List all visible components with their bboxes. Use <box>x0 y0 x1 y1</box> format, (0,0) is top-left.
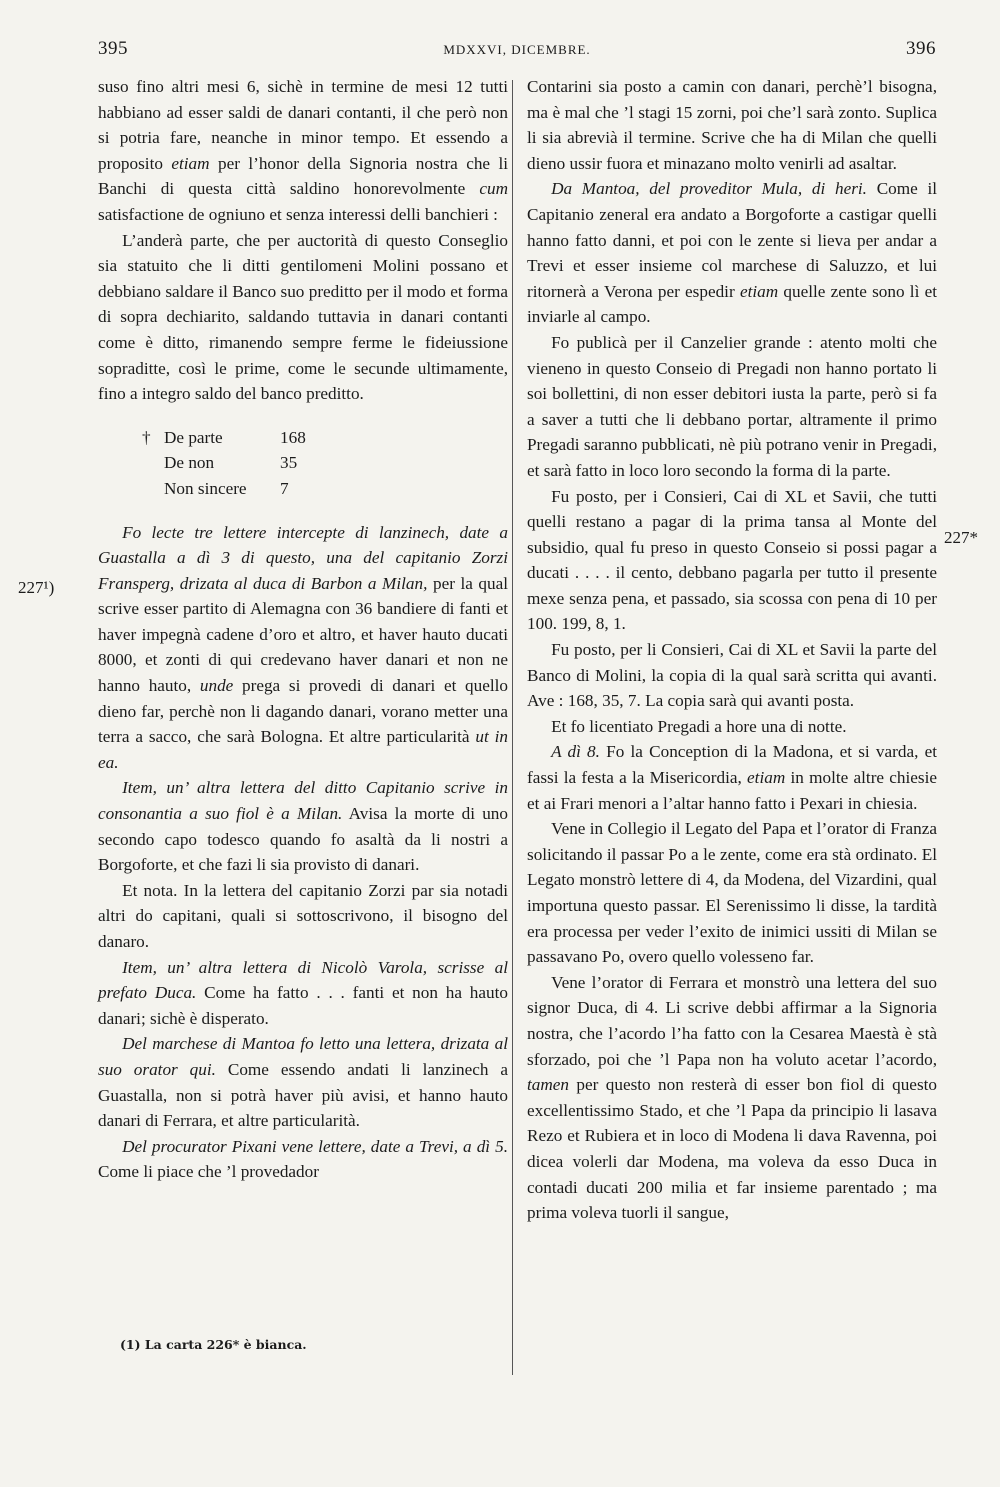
paragraph: Et nota. In la lettera del capitanio Zorzi par sia notadi altri do capitani, quali si sottoscrivono, il bisogno del danaro. <box>98 880 508 951</box>
paragraph: Fo publicà per il Canzelier grande : atento molti che vieneno in questo Conseio di Pregadi non hanno portato li soi bollettini, di non esser debitori iusta la parte, però si fa a saver a tutti che li debbano portar, altramente il primo Pregadi saranno pubblicati, nè più potrano venir in Pregadi, et sarà fatto in loco loro secondo la forma di la parte. <box>527 332 937 480</box>
paragraph: Item, un’ altra lettera di Nicolò Varola, scrisse al prefato Duca. Come ha fatto . . . fanti et non ha hauto danari; sichè è disperato. <box>98 957 508 1028</box>
footnote: (1) La carta 226* è bianca. <box>120 1337 307 1352</box>
paragraph: Fu posto, per li Consieri, Cai di XL et Savii la parte del Banco di Molini, la copia di la qual sarà scritta qui avanti. Ave : 168, 35, 7. La copia sarà qui avanti posta. <box>527 640 937 711</box>
paragraph: Et fo licentiato Pregadi a hore una di notte. <box>551 716 847 736</box>
column-divider <box>512 80 513 1375</box>
vote-row <box>142 425 306 451</box>
paragraph: Del marchese di Mantoa fo letto una lettera, drizata al suo orator qui. Come essendo andati li lanzinech a Guastalla, non si potrà haver più avisi, et hanno hauto danari di Ferrara, et altre particularità. <box>98 1034 509 1131</box>
paragraph: L’anderà parte, che per auctorità di questo Conseglio sia statuito che li ditti gentilomeni Molini possano et debbiano saldare il Banco suo preditto per il modo et forma di sopra dechiarito, saldando tuttavia in danari contanti come è ditto, rimanendo sempre ferme le fideiussione sopraditte, così le prime, come le secunde ultimamente, fino a integro saldo del banco preditto. <box>98 230 508 404</box>
paragraph: Contarini sia posto a camin con danari, perchè’l bisogna, ma è mal che ’l stagi 15 zorni, poi che’l sarà zonto. Suplica li sia abrevià il termine. Scrive che ha di Milan che quelli dieno ussir fuora et minazano molto venirli ad asaltar. <box>527 77 937 173</box>
vote-value: 168 <box>280 427 306 447</box>
vote-row <box>142 450 306 476</box>
right-margin-folio: 227* <box>944 528 978 547</box>
left-margin-folio: 227¹) <box>18 578 55 597</box>
cross-mark: † <box>142 427 151 447</box>
paragraph: Vene in Collegio il Legato del Papa et l’orator di Franza solicitando il passar Po a le zente, come era stà ordinato. El Legato monstrò lettere di 4, da Modena, del Vizardini, qual importuna questo passar. El Serenissimo li disse, la tardità era processa per veder l’exito de inimici ussiti di Milan se passavano Po, overo quello volesseno far. <box>527 819 937 967</box>
running-head <box>98 38 936 66</box>
paragraph: Del procurator Pixani vene lettere, date a Trevi, a dì 5. Come li piace che ’l provedador <box>98 1136 508 1182</box>
paragraph: Item, un’ altra lettera del ditto Capitanio scrive in consonantia a suo fiol è a Milan. Avisa la morte di uno secondo capo todesco quando fo asaltà da li nostri a Borgoforte, et che fazi li sia provisto di danari. <box>98 778 508 875</box>
vote-value: 7 <box>280 478 289 498</box>
paragraph: Vene l’orator di Ferrara et monstrò una lettera del suo signor Duca, di 4. Li scrive debbi affirmar a la Signoria nostra, che l’acordo l’ha fatto con la Cesarea Maestà è stà sforzado, poi che ’l Papa non ha voluto acetar l’acordo, tamen per questo non resterà di esser bon fiol di questo excellentissimo Stado, et che ’l Papa da principio li lasava Rezo et Rubiera et in loco di Modena li dava Ravenna, poi dicea volerli dar Modena, ma voleva da esso Duca in contadi ducati 200 milia et far insieme parentado ; ma prima voleva tuorli il sangue, <box>527 972 937 1223</box>
vote-label: De parte <box>164 427 223 447</box>
paragraph: Da Mantoa, del proveditor Mula, di heri. Come il Capitanio zeneral era andato a Borgoforte a castigar quelli hanno fatto danni, et poi con le zente si lieva per andar a Trevi et esser insieme col marchese di Saluzzo, et lui ritornerà a Verona per espedir etiam quelle zente sono lì et inviarle al campo. <box>527 179 938 327</box>
paragraph: Fu posto, per i Consieri, Cai di XL et Savii, che tutti quelli restano a pagar di la prima tansa al Monte del subsidio, qual fu preso in questo Conseio si possi pagar a ducati . . . . il cento, debbano pagarla per tutto il presente mexe senza pena, et passado, sia scossa con pena di 10 per 100. 199, 8, 1. <box>527 486 937 634</box>
running-title: MDXXVI, DICEMBRE. <box>443 42 591 57</box>
left-column <box>98 74 508 1185</box>
vote-label: Non sincere <box>164 478 247 498</box>
left-page-number: 395 <box>98 38 128 59</box>
paragraph: A dì 8. Fo la Conception di la Madona, et si varda, et fassi la festa a la Misericordia, etiam in molte altre chiesie et ai Frari menori a l’altar hanno fatto i Pexari in chiesia. <box>527 742 938 813</box>
right-column <box>527 74 937 1226</box>
vote-value: 35 <box>280 453 298 473</box>
vote-label: De non <box>164 453 215 473</box>
right-page-number: 396 <box>906 38 936 59</box>
paragraph: suso fino altri mesi 6, sichè in termine de mesi 12 tutti habbiano ad esser saldi de danari contanti, il che però non si potria fare, neanche in minor tempo. Et essendo a proposito etiam per l’honor della Signoria nostra che li Banchi di questa città saldino honorevolmente cum satisfactione de ogniuno et senza interessi delli banchieri : <box>98 77 509 224</box>
paragraph: Fo lecte tre lettere intercepte di lanzinech, date a Guastalla a dì 3 di questo, una del capitanio Zorzi Fransperg, drizata al duca di Barbon a Milan, per la qual scrive esser partito di Alemagna con 36 bandiere di fanti et haver impegnà cadene d’oro et altro, et haver hauto ducati 8000, et zonti di qui credevano haver danari et non ne hanno hauto, unde prega si provedi di danari et quello dieno far, perchè non li dagando danari, vorano metter una terra a sacco, che sarà Bologna. Et altre particularità ut in ea. <box>98 522 509 772</box>
vote-table <box>142 425 306 502</box>
vote-row <box>142 476 306 502</box>
